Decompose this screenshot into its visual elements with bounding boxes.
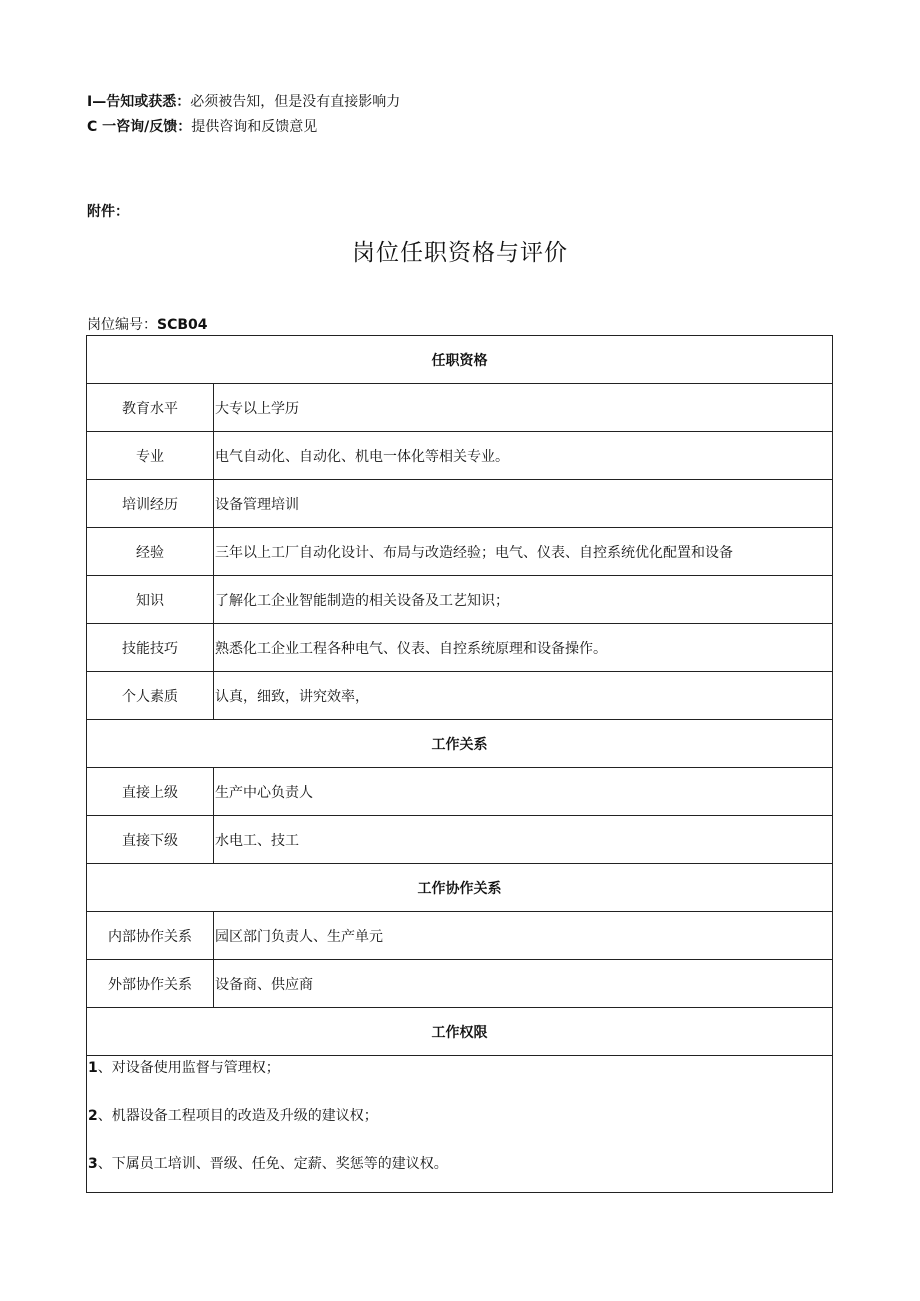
table-row (87, 816, 833, 864)
post-code (87, 315, 208, 335)
row-label: 专业 (87, 432, 214, 480)
section-header-row (87, 864, 833, 912)
list-item-text: 、机器设备工程项目的改造及升级的建议权； (97, 1108, 378, 1124)
list-item (87, 1106, 832, 1126)
list-item-number: 3 (88, 1156, 98, 1172)
list-item (87, 1154, 832, 1174)
table-row (87, 912, 833, 960)
row-label: 直接下级 (87, 816, 214, 864)
row-value: 电气自动化、自动化、机电一体化等相关专业。 (214, 432, 833, 480)
row-label: 内部协作关系 (87, 912, 214, 960)
section-header-row (87, 336, 833, 384)
table-row (87, 528, 833, 576)
row-value: 大专以上学历 (214, 384, 833, 432)
legend-consulted (87, 117, 317, 137)
table-row (87, 432, 833, 480)
table-row (87, 624, 833, 672)
table-row (87, 768, 833, 816)
row-value: 园区部门负责人、生产单元 (214, 912, 833, 960)
list-item-number: 2 (88, 1108, 98, 1124)
row-value: 设备商、供应商 (214, 960, 833, 1008)
row-value: 了解化工企业智能制造的相关设备及工艺知识； (214, 576, 833, 624)
section-authority-heading: 工作权限 (87, 1008, 833, 1056)
table-row (87, 960, 833, 1008)
row-label: 外部协作关系 (87, 960, 214, 1008)
row-label: 个人素质 (87, 672, 214, 720)
table-row (87, 576, 833, 624)
section-header-row (87, 1008, 833, 1056)
row-label: 培训经历 (87, 480, 214, 528)
row-label: 知识 (87, 576, 214, 624)
legend-informed (87, 92, 400, 112)
row-value: 水电工、技工 (214, 816, 833, 864)
legend-informed-term: I—告知或获悉： (87, 94, 191, 110)
row-value: 认真，细致，讲究效率， (214, 672, 833, 720)
qualification-table (86, 335, 833, 1193)
section-cooperation-heading: 工作协作关系 (87, 864, 833, 912)
row-value: 熟悉化工企业工程各种电气、仪表、自控系统原理和设备操作。 (214, 624, 833, 672)
post-code-value: SCB04 (157, 317, 208, 333)
section-header-row (87, 720, 833, 768)
legend-informed-desc: 必须被告知，但是没有直接影响力 (190, 94, 401, 110)
table-row (87, 384, 833, 432)
list-item-number: 1 (88, 1060, 98, 1076)
row-value: 生产中心负责人 (214, 768, 833, 816)
legend-consulted-desc: 提供咨询和反馈意见 (191, 119, 318, 135)
row-label: 教育水平 (87, 384, 214, 432)
section-qualifications-heading: 任职资格 (87, 336, 833, 384)
list-item-text: 、下属员工培训、晋级、任免、定薪、奖惩等的建议权。 (97, 1156, 448, 1172)
list-item (87, 1058, 832, 1078)
row-label: 经验 (87, 528, 214, 576)
authority-list (87, 1056, 833, 1193)
row-label: 技能技巧 (87, 624, 214, 672)
post-code-label: 岗位编号： (87, 317, 157, 333)
legend-consulted-term: C 一咨询/反馈： (87, 119, 192, 135)
page-title: 岗位任职资格与评价 (352, 240, 568, 266)
row-value: 设备管理培训 (214, 480, 833, 528)
table-row (87, 480, 833, 528)
row-label: 直接上级 (87, 768, 214, 816)
table-row (87, 1056, 833, 1193)
table-row (87, 672, 833, 720)
section-relations-heading: 工作关系 (87, 720, 833, 768)
row-value: 三年以上工厂自动化设计、布局与改造经验；电气、仪表、自控系统优化配置和设备 (214, 528, 833, 576)
attachment-label: 附件： (87, 204, 129, 220)
list-item-text: 、对设备使用监督与管理权； (97, 1060, 280, 1076)
